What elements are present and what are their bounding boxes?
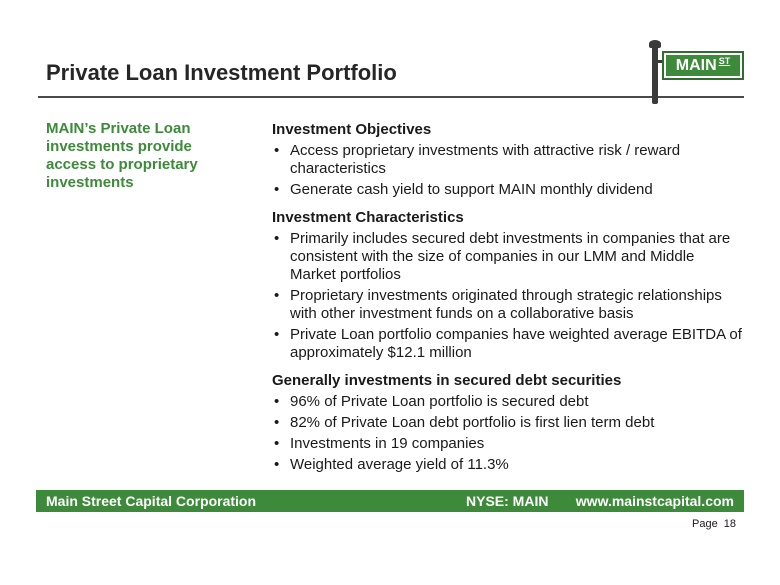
main-content — [272, 120, 742, 483]
footer-company: Main Street Capital Corporation — [46, 493, 257, 509]
bullet-item — [272, 326, 742, 362]
bullet-text: Primarily includes secured debt investments in companies that are consistent with the size of companies in our LMM and Middle Market portfolios — [290, 230, 731, 283]
bullet-item — [272, 414, 742, 432]
bullet-text: Access proprietary investments with attractive risk / reward characteristics — [290, 142, 681, 177]
bullet-icon: • — [274, 414, 280, 431]
section-investment-objectives — [272, 120, 742, 199]
street-sign — [662, 51, 744, 80]
bullet-text: Private Loan portfolio companies have weighted average EBITDA of approximately $12.1 million — [290, 326, 742, 361]
page-number — [686, 518, 736, 530]
bullet-item — [272, 287, 742, 323]
logo-text: MAIN — [675, 56, 717, 74]
title-divider — [38, 96, 744, 98]
sidebar-callout: MAIN’s Private Loan investments provide access to proprietary investments — [46, 120, 198, 191]
bullet-text: Investments in 19 companies — [290, 435, 485, 452]
page-value: 18 — [723, 518, 736, 530]
bullet-icon: • — [274, 435, 280, 452]
bullet-item — [272, 230, 742, 284]
section-secured-debt — [272, 371, 742, 474]
bullet-text: 96% of Private Loan portfolio is secured debt — [290, 393, 589, 410]
footer-website-link[interactable]: www.mainstcapital.com — [575, 493, 734, 509]
page-label: Page — [692, 518, 718, 530]
section-investment-characteristics — [272, 208, 742, 362]
bullet-item — [272, 142, 742, 178]
bullet-list — [272, 142, 742, 199]
bullet-icon: • — [274, 142, 280, 159]
bullet-text: Proprietary investments originated through strategic relationships with other investment funds on a collaborative basis — [290, 287, 722, 322]
logo-superscript: ST — [718, 55, 731, 66]
bullet-list — [272, 230, 742, 362]
bullet-text: Generate cash yield to support MAIN monthly dividend — [290, 181, 653, 198]
bullet-icon: • — [274, 287, 280, 304]
bullet-text: Weighted average yield of 11.3% — [290, 456, 509, 473]
bullet-icon: • — [274, 326, 280, 343]
bullet-item — [272, 393, 742, 411]
bullet-list — [272, 393, 742, 474]
section-heading: Investment Objectives — [272, 121, 432, 138]
bullet-icon: • — [274, 393, 280, 410]
footer-ticker: NYSE: MAIN — [466, 493, 549, 509]
signpost-icon — [652, 44, 658, 104]
bullet-icon: • — [274, 456, 280, 473]
bullet-item — [272, 456, 742, 474]
footer-bar — [36, 490, 744, 512]
page-title: Private Loan Investment Portfolio — [46, 60, 397, 85]
bullet-icon: • — [274, 230, 280, 247]
section-heading: Generally investments in secured debt securities — [272, 372, 622, 389]
bullet-item — [272, 181, 742, 199]
bullet-text: 82% of Private Loan debt portfolio is first lien term debt — [290, 414, 655, 431]
section-heading: Investment Characteristics — [272, 209, 464, 226]
bullet-icon: • — [274, 181, 280, 198]
main-street-logo — [640, 40, 744, 104]
bullet-item — [272, 435, 742, 453]
